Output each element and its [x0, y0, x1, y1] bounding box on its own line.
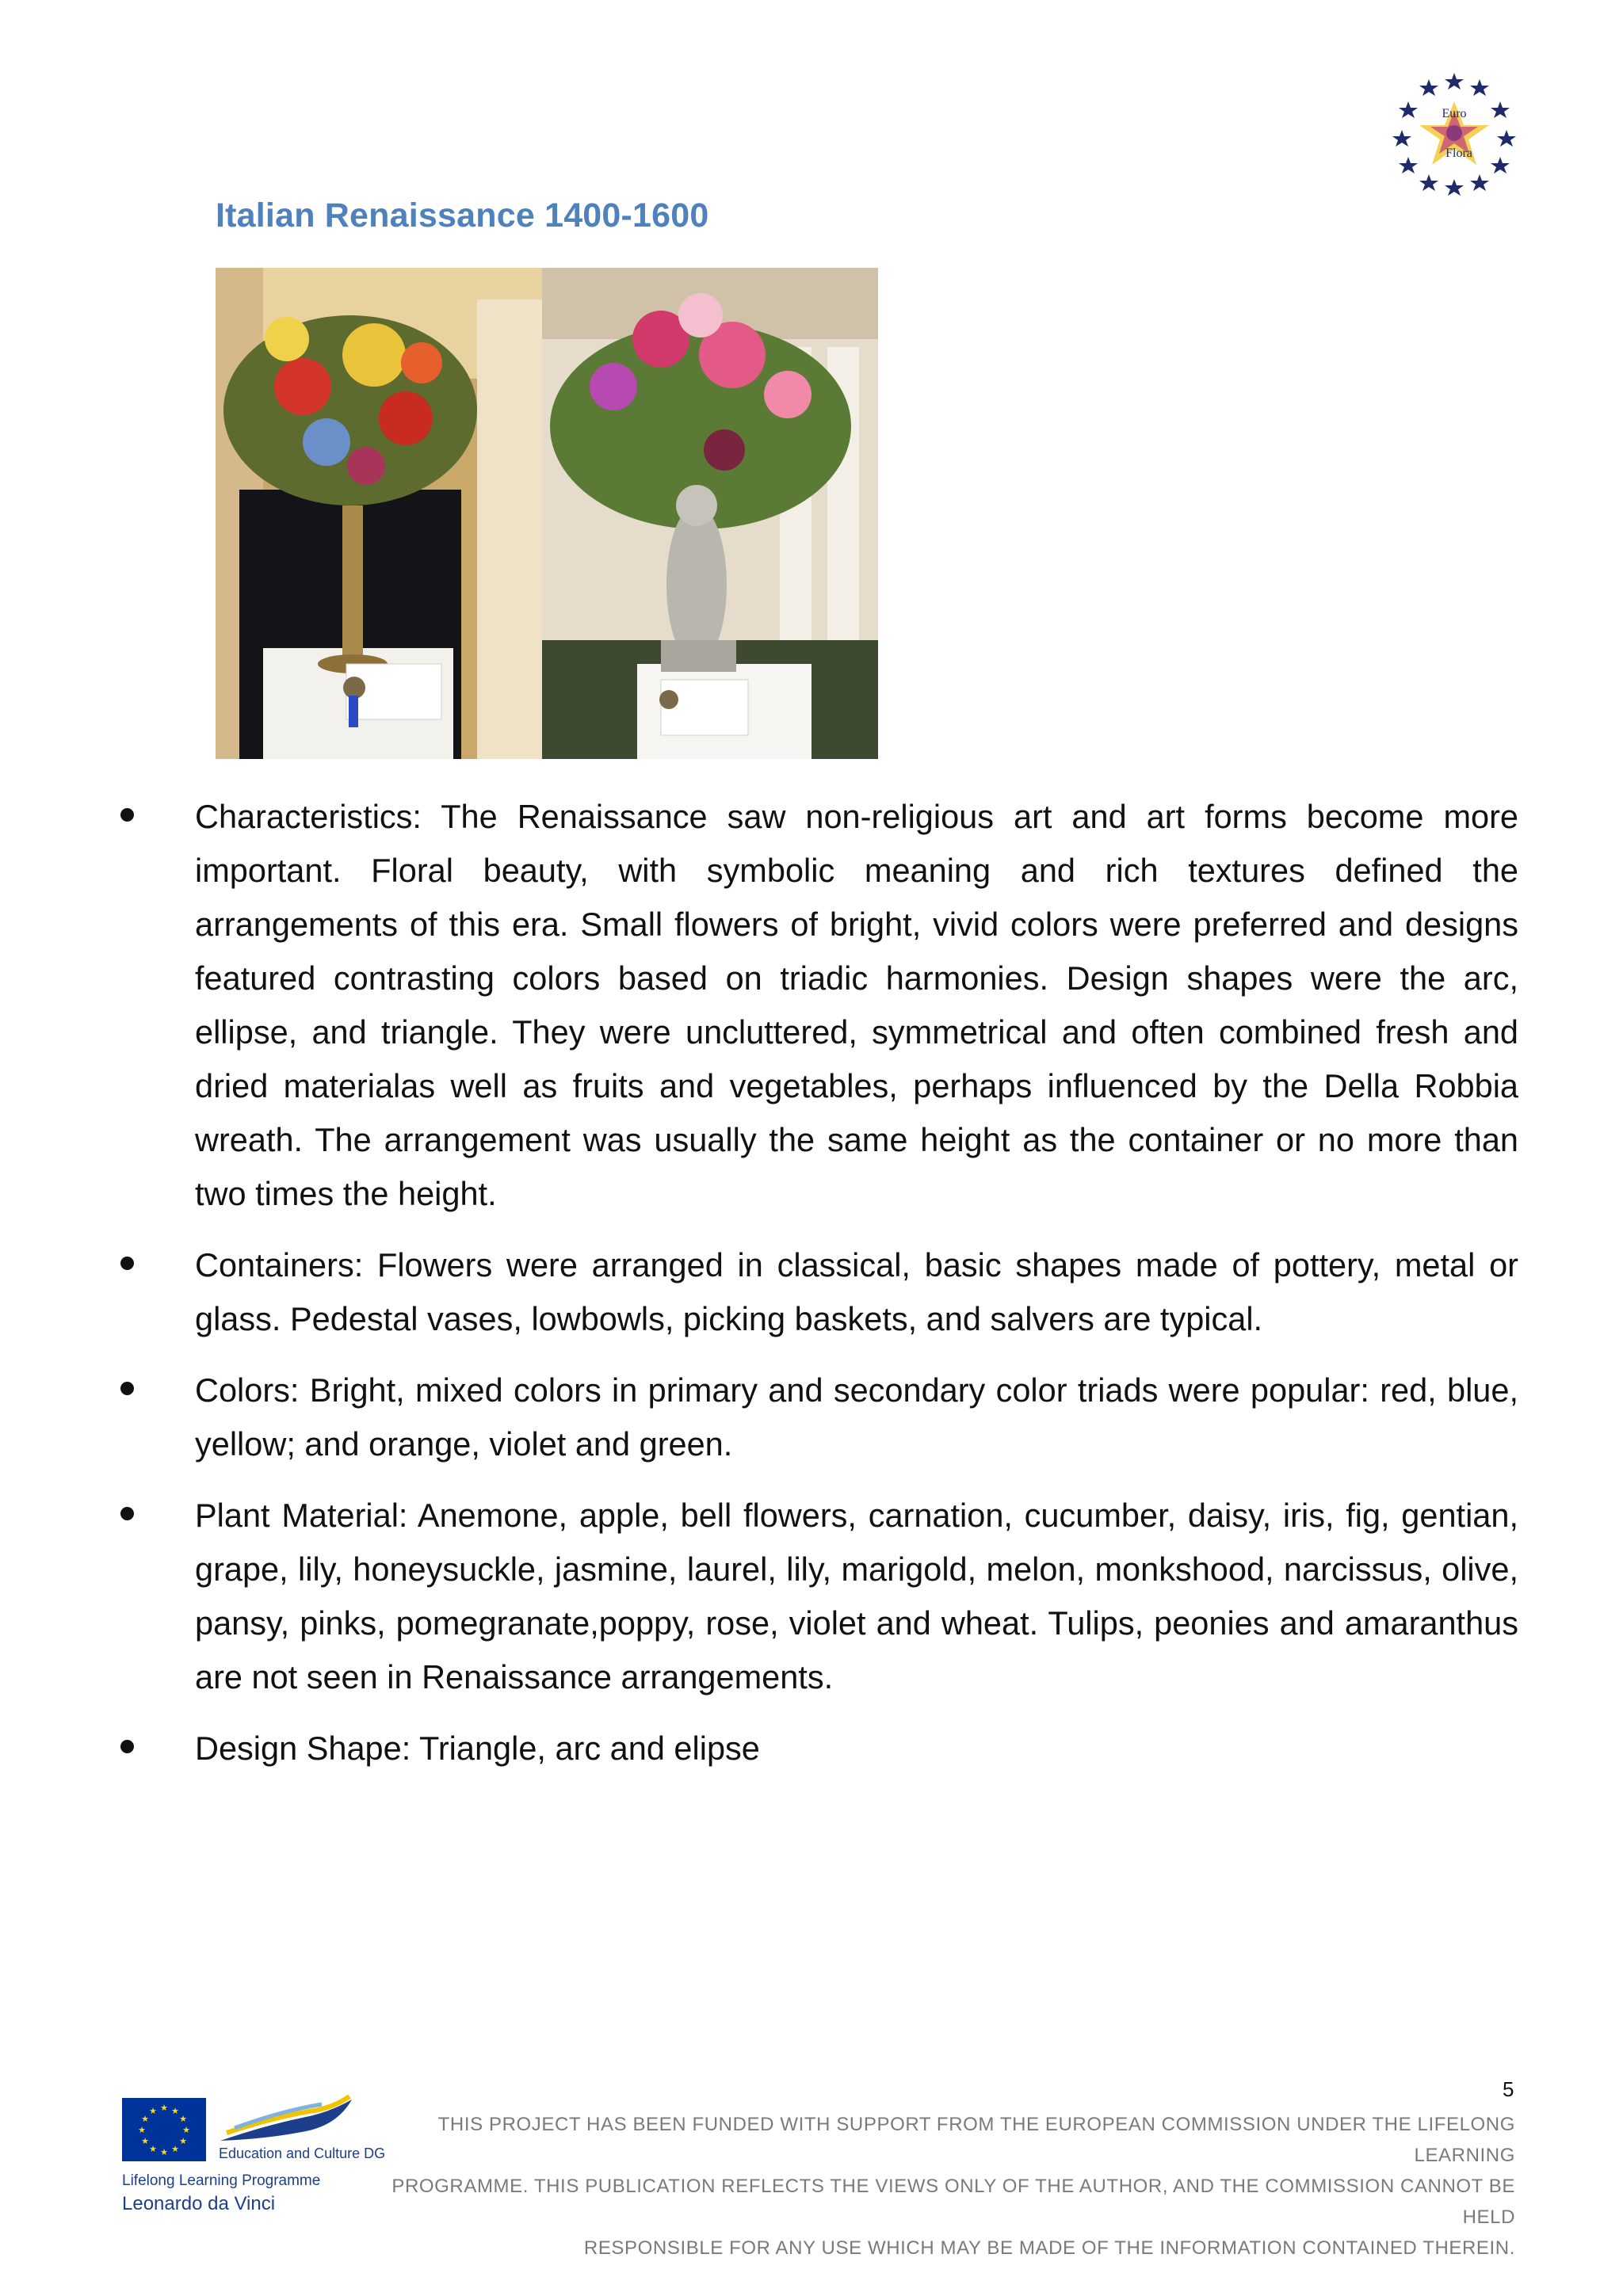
- list-item-containers: [111, 1238, 1518, 1346]
- logo-word-bottom: Flora: [1445, 147, 1472, 160]
- list-item-text: Plant Material: Anemone, apple, bell flowers, carnation, cucumber, daisy, iris, fig, gentian, grape, lily, honeysuckle, jasmine, laurel, lily, marigold, melon, monkshood, narcissus, olive, pansy, pinks, pomegranate,poppy, rose, violet and wheat. Tulips, peonies and amaranthus are not seen in Renaissance arrangements.: [195, 1497, 1518, 1695]
- eu-programme-label: Lifelong Learning Programme: [122, 2172, 321, 2189]
- bullet-dot-icon: [120, 1740, 134, 1753]
- list-item-plant-material: [111, 1489, 1518, 1704]
- list-item-characteristics: [111, 790, 1518, 1221]
- eu-lifelong-learning-logo: [119, 2088, 386, 2223]
- disclaimer-line: PROGRAMME. THIS PUBLICATION REFLECTS THE VIEWS ONLY OF THE AUTHOR, AND THE COMMISSION CANNOT BE HELD: [391, 2176, 1515, 2228]
- list-item-text: Colors: Bright, mixed colors in primary and secondary color triads were popular: red, blue, yellow; and orange, violet and green.: [195, 1371, 1518, 1463]
- svg-text:★: ★: [138, 2125, 146, 2135]
- disclaimer-line: RESPONSIBLE FOR ANY USE WHICH MAY BE MADE OF THE INFORMATION CONTAINED THEREIN.: [583, 2237, 1515, 2259]
- svg-text:★: ★: [182, 2125, 190, 2135]
- section-heading: Italian Renaissance 1400-1600: [216, 196, 709, 235]
- eu-dg-label: Education and Culture DG: [219, 2145, 386, 2161]
- bullet-dot-icon: [120, 1257, 134, 1270]
- bullet-dot-icon: [120, 808, 134, 822]
- photo-arrangement-candlestick: [216, 268, 542, 759]
- svg-text:★: ★: [160, 2147, 168, 2157]
- euroflora-logo: [1391, 70, 1518, 196]
- disclaimer-line: THIS PROJECT HAS BEEN FUNDED WITH SUPPORT FROM THE EUROPEAN COMMISSION UNDER THE LIFELONG LEARNING: [437, 2114, 1515, 2166]
- svg-text:★: ★: [160, 2103, 168, 2113]
- eu-flag-icon: [122, 2098, 206, 2161]
- eu-subprogramme-label: Leonardo da Vinci: [122, 2193, 276, 2214]
- list-item-text: Characteristics: The Renaissance saw non-religious art and art forms become more important. Floral beauty, with symbolic meaning and rich textures defined the arrangements of this era. Small flowers of bright, vivid colors were preferred and designs featured contrasting colors based on triadic harmonies. Design shapes were the arc, ellipse, and triangle. They were uncluttered, symmetrical and often combined fresh and dried materialas well as fruits and vegetables, perhaps influenced by the Della Robbia wreath. The arrangement was usually the same height as the container or no more than two times the height.: [195, 798, 1518, 1212]
- list-item-text: Design Shape: Triangle, arc and elipse: [195, 1730, 760, 1767]
- svg-text:★: ★: [149, 2106, 157, 2116]
- euroflora-logo-graphic: [1391, 70, 1518, 196]
- list-item-text: Containers: Flowers were arranged in classical, basic shapes made of pottery, metal or glass. Pedestal vases, lowbowls, picking baskets, and salvers are typical.: [195, 1246, 1518, 1337]
- svg-text:★: ★: [149, 2144, 157, 2154]
- list-item-colors: [111, 1363, 1518, 1471]
- list-item-design-shape: [111, 1722, 1518, 1775]
- svg-text:★: ★: [171, 2106, 179, 2116]
- photo-arrangement-cherub: [542, 268, 878, 759]
- characteristics-list: [111, 790, 1518, 1793]
- svg-text:★: ★: [141, 2114, 149, 2124]
- bullet-dot-icon: [120, 1382, 134, 1395]
- svg-text:★: ★: [179, 2114, 187, 2124]
- svg-text:★: ★: [141, 2136, 149, 2146]
- svg-text:★: ★: [171, 2144, 179, 2154]
- svg-text:★: ★: [179, 2136, 187, 2146]
- bullet-dot-icon: [120, 1507, 134, 1520]
- photo-pair: [216, 268, 878, 759]
- logo-word-top: Euro: [1442, 107, 1467, 120]
- page-number: 5: [1503, 2077, 1514, 2101]
- funding-disclaimer: [365, 2109, 1515, 2264]
